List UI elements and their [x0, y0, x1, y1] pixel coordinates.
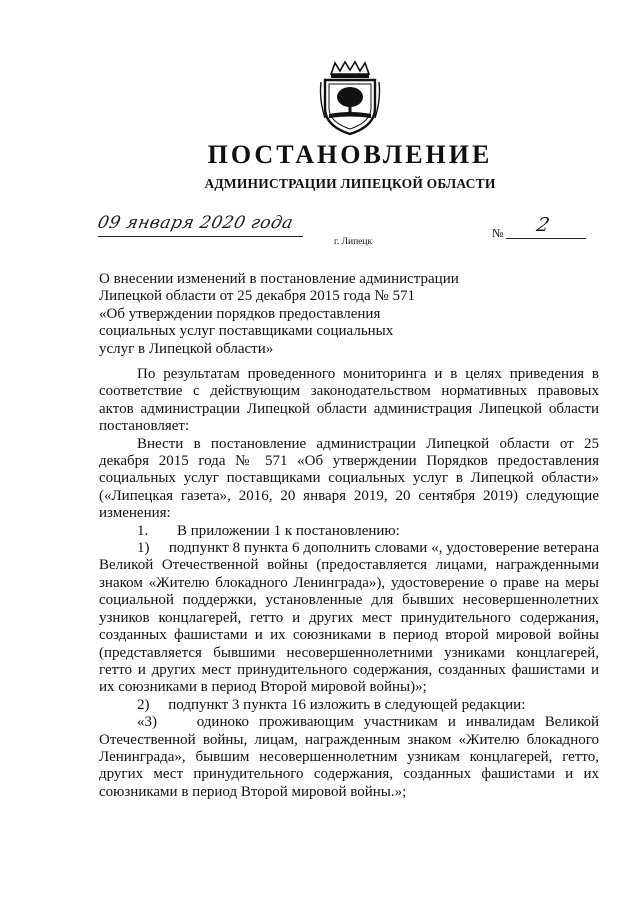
quoted-subitem — [99, 714, 599, 801]
subitem-marker: 1) — [137, 540, 150, 557]
list-item-marker: 1. — [137, 522, 149, 539]
intro-paragraph: Внести в постановление администрации Липецкой области от 25 декабря 2015 года № 571 «Об утверждении Порядков предоставления социальных услуг поставщиками социальных услуг в Липецкой области» («Липецкая газета», 2016, 20 января 2019, 20 сентября 2019) следующие изменения: — [99, 435, 599, 522]
coat-of-arms-icon — [319, 60, 381, 136]
subitem-text: одиноко проживающим участникам и инвалидам Великой Отечественной войны, лицам, награжденным знаком «Жителю блокадного Ленинграда», бывшим несовершеннолетним узникам концлагерей, гетто, других мест принудительного содержания, созданных фашистами и их союзниками в период Второй мировой войны.»; — [99, 714, 599, 800]
subitem-1 — [99, 540, 599, 697]
handwritten-date: 09 января 2020 года — [95, 213, 296, 233]
subitem-marker: «3) — [137, 714, 157, 731]
title-line: Липецкой области от 25 декабря 2015 года № 571 — [99, 288, 415, 305]
subitem-2 — [99, 697, 599, 714]
document-heading: ПОСТАНОВЛЕНИЕ — [207, 140, 493, 169]
title-line: «Об утверждении порядков предоставления — [99, 305, 381, 322]
city-label: г. Липецк — [334, 237, 373, 247]
subitem-marker: 2) — [137, 696, 150, 713]
title-line: социальных услуг поставщиками социальных — [99, 323, 394, 340]
list-item-text: В приложении 1 к постановлению: — [177, 522, 400, 539]
preamble-paragraph: По результатам проведенного мониторинга и в целях приведения в соответствие с действующим законодательством нормативных правовых актов администрации Липецкой области администрация Липецкой области постановляет: — [99, 366, 599, 435]
document-body — [99, 366, 599, 801]
list-item-1 — [99, 523, 599, 540]
document-title — [99, 271, 479, 358]
title-line: услуг в Липецкой области» — [99, 340, 274, 357]
date-underline — [98, 236, 303, 237]
handwritten-number: 2 — [534, 214, 552, 236]
subitem-text: подпункт 8 пункта 6 дополнить словами «, удостоверение ветерана Великой Отечественной войны (предоставляется лицами, награжденными знаком «Жителю блокадного Ленинграда»), удостоверение о праве на меры социальной поддержки, установленные для бывших несовершеннолетних узников концлагерей, гетто и других мест принудительного содержания, созданных фашистами и их союзниками в период второй мировой войны (представляется бывшими несовершеннолетними узниками концлагерей, гетто и других мест принудительного содержания, созданных фашистами и их союзниками в период Второй мировой войны)»; — [99, 540, 599, 696]
subitem-text: подпункт 3 пункта 16 изложить в следующей редакции: — [168, 696, 526, 713]
title-line: О внесении изменений в постановление администрации — [99, 271, 459, 287]
number-underline — [506, 238, 586, 239]
number-label: № — [492, 226, 504, 240]
document-subheading: АДМИНИСТРАЦИИ ЛИПЕЦКОЙ ОБЛАСТИ — [204, 176, 496, 191]
